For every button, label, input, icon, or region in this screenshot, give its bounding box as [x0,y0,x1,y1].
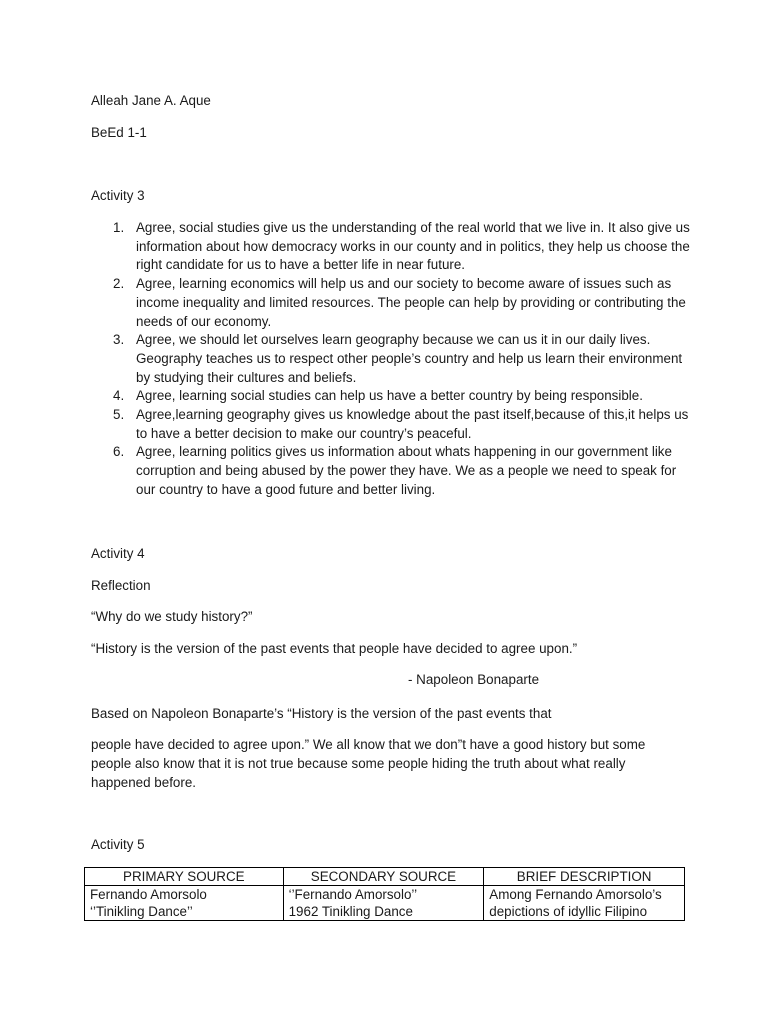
list-item-number: 3. [113,332,125,348]
cell-primary-source [85,886,284,921]
list-item-text: Agree,learning geography gives us knowledge about the past itself,because of this,it helps us to have a better decision to make our country’s peaceful. [136,407,689,441]
reflection-paragraph-lead: Based on Napoleon Bonaparte’s “History is the version of the past events that [91,706,552,721]
activity3-title: Activity 3 [91,188,145,203]
list-item [91,219,696,275]
history-quote: “History is the version of the past events that people have decided to agree upon.” [91,641,578,656]
cell-line: depictions of idyllic Filipino [489,904,648,919]
list-item-text: Agree, social studies give us the understanding of the real world that we live in. It also give us information about how democracy works in our county and in politics, they help us choose the right candidate for us to have a better life in near future. [136,220,690,273]
student-section: BeEd 1-1 [91,125,147,140]
activity5-title: Activity 5 [91,837,145,852]
list-item [91,406,696,443]
list-item-number: 2. [113,276,125,292]
table-header-row [85,868,685,886]
list-item-text: Agree, learning economics will help us and our society to become aware of issues such as income inequality and limited resources. The people can help by providing or contributing the needs of our economy. [136,276,686,329]
column-header-secondary: SECONDARY SOURCE [283,868,484,886]
reflection-question: “Why do we study history?” [91,609,253,624]
activity4-title: Activity 4 [91,546,145,561]
reflection-heading: Reflection [91,578,151,593]
quote-attribution: - Napoleon Bonaparte [408,672,540,687]
list-item [91,443,696,499]
student-name: Alleah Jane A. Aque [91,93,211,108]
list-item [91,275,696,331]
list-item-text: Agree, learning social studies can help us have a better country by being responsible. [136,388,643,404]
reflection-paragraph: people have decided to agree upon.” We all know that we don”t have a good history but some people also know that it is not true because some people hiding the truth about what really happened before. [91,737,646,790]
list-item-text: Agree, we should let ourselves learn geography because we can us it in our daily lives. Geography teaches us to respect other people’s country and help us learn their environment by studying their cultures and beliefs. [136,332,683,385]
cell-line: ‘’Tinikling Dance’’ [90,904,193,919]
list-item-number: 1. [113,220,125,235]
list-item-number: 6. [113,444,125,460]
cell-line: ‘’Fernando Amorsolo’’ [288,887,418,902]
list-item-text: Agree, learning politics gives us information about whats happening in our government like corruption and being abused by the power they have. We as a people we need to speak for our country to have a good future and better living. [136,444,677,497]
sources-table [84,867,685,921]
activity3-list [91,219,691,500]
cell-line: Fernando Amorsolo [90,887,207,902]
table-row [85,886,685,921]
list-item [91,331,696,387]
cell-secondary-source [283,886,484,921]
cell-brief-description [484,886,685,921]
column-header-description: BRIEF DESCRIPTION [484,868,685,886]
list-item-number: 5. [113,407,125,423]
cell-line: Among Fernando Amorsolo’s [489,887,662,902]
list-item-number: 4. [113,388,125,404]
column-header-primary: PRIMARY SOURCE [85,868,284,886]
cell-line: 1962 Tinikling Dance [288,904,413,919]
list-item [91,387,696,406]
